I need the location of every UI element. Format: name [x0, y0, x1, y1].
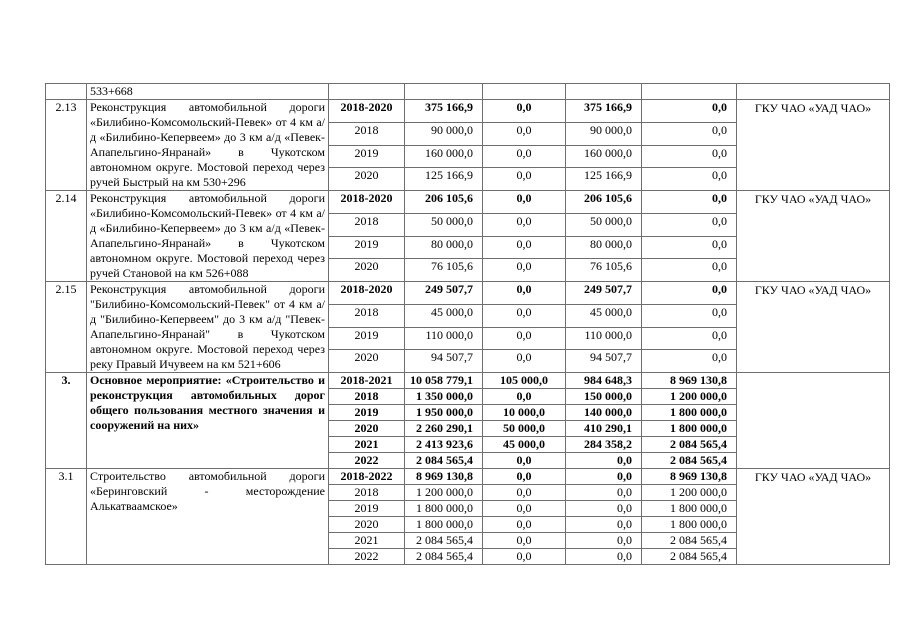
other-source-cell: 0,0 [642, 145, 737, 168]
period-cell: 2019 [329, 236, 405, 259]
federal-budget-cell: 0,0 [483, 100, 566, 123]
total-cell: 8 969 130,8 [405, 469, 483, 485]
other-source-cell: 0,0 [642, 122, 737, 145]
federal-budget-cell: 0,0 [483, 485, 566, 501]
period-cell: 2018-2022 [329, 469, 405, 485]
federal-budget-cell: 0,0 [483, 350, 566, 373]
row-number-cell [46, 84, 87, 100]
regional-budget-cell: 94 507,7 [566, 350, 642, 373]
total-cell: 125 166,9 [405, 168, 483, 191]
regional-budget-cell: 984 648,3 [566, 373, 642, 389]
total-cell: 2 260 290,1 [405, 421, 483, 437]
regional-budget-cell: 206 105,6 [566, 191, 642, 214]
regional-budget-cell: 249 507,7 [566, 282, 642, 305]
federal-budget-cell: 0,0 [483, 533, 566, 549]
total-cell: 2 084 565,4 [405, 453, 483, 469]
period-cell: 2018 [329, 304, 405, 327]
measure-name-cell: Основное мероприятие: «Строительство и реконструкция автомобильных дорог общего пользования местного значения и сооружений на них» [87, 373, 329, 469]
row-number-cell: 3. [46, 373, 87, 469]
other-source-cell: 0,0 [642, 236, 737, 259]
empty-cell [483, 84, 566, 100]
empty-cell [329, 84, 405, 100]
regional-budget-cell: 90 000,0 [566, 122, 642, 145]
total-cell: 1 200 000,0 [405, 485, 483, 501]
federal-budget-cell: 0,0 [483, 469, 566, 485]
regional-budget-cell: 110 000,0 [566, 327, 642, 350]
row-number-cell: 2.13 [46, 100, 87, 191]
empty-cell [642, 84, 737, 100]
period-cell: 2019 [329, 327, 405, 350]
program-table [45, 83, 890, 565]
regional-budget-cell: 150 000,0 [566, 389, 642, 405]
other-source-cell: 1 200 000,0 [642, 389, 737, 405]
regional-budget-cell: 76 105,6 [566, 259, 642, 282]
federal-budget-cell: 0,0 [483, 259, 566, 282]
other-source-cell: 0,0 [642, 100, 737, 123]
regional-budget-cell: 375 166,9 [566, 100, 642, 123]
other-source-cell: 0,0 [642, 327, 737, 350]
regional-budget-cell: 50 000,0 [566, 213, 642, 236]
regional-budget-cell: 140 000,0 [566, 405, 642, 421]
other-source-cell: 1 200 000,0 [642, 485, 737, 501]
period-cell: 2019 [329, 501, 405, 517]
other-source-cell: 0,0 [642, 213, 737, 236]
federal-budget-cell: 0,0 [483, 453, 566, 469]
period-cell: 2018 [329, 122, 405, 145]
period-cell: 2019 [329, 405, 405, 421]
total-cell: 1 800 000,0 [405, 517, 483, 533]
federal-budget-cell: 0,0 [483, 327, 566, 350]
regional-budget-cell: 0,0 [566, 501, 642, 517]
other-source-cell: 2 084 565,4 [642, 453, 737, 469]
row-number-cell: 2.15 [46, 282, 87, 373]
federal-budget-cell: 0,0 [483, 191, 566, 214]
period-cell: 2022 [329, 549, 405, 565]
period-cell: 2020 [329, 350, 405, 373]
table-body [46, 84, 890, 565]
federal-budget-cell: 0,0 [483, 122, 566, 145]
total-cell: 110 000,0 [405, 327, 483, 350]
other-source-cell: 2 084 565,4 [642, 533, 737, 549]
period-cell: 2018 [329, 389, 405, 405]
total-cell: 1 950 000,0 [405, 405, 483, 421]
responsible-cell: ГКУ ЧАО «УАД ЧАО» [737, 191, 890, 282]
regional-budget-cell: 0,0 [566, 517, 642, 533]
other-source-cell: 1 800 000,0 [642, 421, 737, 437]
total-cell: 1 800 000,0 [405, 501, 483, 517]
measure-row [46, 469, 890, 485]
other-source-cell: 2 084 565,4 [642, 437, 737, 453]
federal-budget-cell: 0,0 [483, 168, 566, 191]
regional-budget-cell: 80 000,0 [566, 236, 642, 259]
regional-budget-cell: 0,0 [566, 453, 642, 469]
federal-budget-cell: 0,0 [483, 389, 566, 405]
federal-budget-cell: 0,0 [483, 213, 566, 236]
responsible-cell: ГКУ ЧАО «УАД ЧАО» [737, 100, 890, 191]
total-cell: 249 507,7 [405, 282, 483, 305]
period-cell: 2022 [329, 453, 405, 469]
continuation-row [46, 84, 890, 100]
total-cell: 50 000,0 [405, 213, 483, 236]
regional-budget-cell: 125 166,9 [566, 168, 642, 191]
total-cell: 2 084 565,4 [405, 533, 483, 549]
regional-budget-cell: 45 000,0 [566, 304, 642, 327]
row-number-cell: 2.14 [46, 191, 87, 282]
other-source-cell: 0,0 [642, 304, 737, 327]
other-source-cell: 1 800 000,0 [642, 501, 737, 517]
other-source-cell: 2 084 565,4 [642, 549, 737, 565]
total-cell: 76 105,6 [405, 259, 483, 282]
total-cell: 375 166,9 [405, 100, 483, 123]
measure-name-cell: Реконструкция автомобильной дороги «Билибино-Комсомольский-Певек» от 4 км а/д «Билибино-Кепервеем» до 3 км а/д «Певек-Апапельгино-Янранай» в Чукотском автономном округе. Мостовой переход через ручей Становой на км 526+088 [87, 191, 329, 282]
total-cell: 206 105,6 [405, 191, 483, 214]
federal-budget-cell: 105 000,0 [483, 373, 566, 389]
period-cell: 2021 [329, 533, 405, 549]
empty-cell [566, 84, 642, 100]
regional-budget-cell: 284 358,2 [566, 437, 642, 453]
federal-budget-cell: 0,0 [483, 236, 566, 259]
measure-row [46, 373, 890, 389]
other-source-cell: 1 800 000,0 [642, 517, 737, 533]
measure-name-cell: Реконструкция автомобильной дороги «Билибино-Комсомольский-Певек» от 4 км а/д «Билибино-Кепервеем» до 3 км а/д «Певек-Апапельгино-Янранай» в Чукотском автономном округе. Мостовой переход через ручей Быстрый на км 530+296 [87, 100, 329, 191]
regional-budget-cell: 0,0 [566, 533, 642, 549]
measure-name-cell: Строительство автомобильной дороги «Беринговский - месторождение Алькатваамское» [87, 469, 329, 565]
federal-budget-cell: 0,0 [483, 517, 566, 533]
other-source-cell: 1 800 000,0 [642, 405, 737, 421]
total-cell: 2 413 923,6 [405, 437, 483, 453]
measure-row [46, 282, 890, 305]
total-cell: 94 507,7 [405, 350, 483, 373]
federal-budget-cell: 0,0 [483, 282, 566, 305]
total-cell: 10 058 779,1 [405, 373, 483, 389]
responsible-cell: ГКУ ЧАО «УАД ЧАО» [737, 282, 890, 373]
measure-name-cell: Реконструкция автомобильной дороги "Билибино-Комсомольский-Певек" от 4 км а/д "Билибино-Кепервеем" до 3 км а/д "Певек-Апапельгино-Янранай" в Чукотском автономном округе. Мостовой переход через реку Правый Ичувеем на км 521+606 [87, 282, 329, 373]
measure-name-cell: 533+668 [87, 84, 329, 100]
period-cell: 2018 [329, 485, 405, 501]
total-cell: 45 000,0 [405, 304, 483, 327]
period-cell: 2018 [329, 213, 405, 236]
measure-row [46, 100, 890, 123]
empty-cell [737, 84, 890, 100]
row-number-cell: 3.1 [46, 469, 87, 565]
other-source-cell: 0,0 [642, 191, 737, 214]
total-cell: 90 000,0 [405, 122, 483, 145]
total-cell: 2 084 565,4 [405, 549, 483, 565]
period-cell: 2018-2020 [329, 282, 405, 305]
period-cell: 2020 [329, 421, 405, 437]
other-source-cell: 0,0 [642, 350, 737, 373]
federal-budget-cell: 0,0 [483, 145, 566, 168]
period-cell: 2020 [329, 168, 405, 191]
measure-row [46, 191, 890, 214]
federal-budget-cell: 10 000,0 [483, 405, 566, 421]
period-cell: 2018-2020 [329, 191, 405, 214]
other-source-cell: 0,0 [642, 282, 737, 305]
other-source-cell: 8 969 130,8 [642, 469, 737, 485]
empty-cell [405, 84, 483, 100]
period-cell: 2018-2021 [329, 373, 405, 389]
total-cell: 160 000,0 [405, 145, 483, 168]
regional-budget-cell: 410 290,1 [566, 421, 642, 437]
total-cell: 80 000,0 [405, 236, 483, 259]
federal-budget-cell: 0,0 [483, 549, 566, 565]
responsible-cell: ГКУ ЧАО «УАД ЧАО» [737, 469, 890, 565]
federal-budget-cell: 45 000,0 [483, 437, 566, 453]
responsible-cell [737, 373, 890, 469]
federal-budget-cell: 50 000,0 [483, 421, 566, 437]
other-source-cell: 0,0 [642, 259, 737, 282]
period-cell: 2019 [329, 145, 405, 168]
federal-budget-cell: 0,0 [483, 501, 566, 517]
other-source-cell: 8 969 130,8 [642, 373, 737, 389]
period-cell: 2020 [329, 259, 405, 282]
other-source-cell: 0,0 [642, 168, 737, 191]
regional-budget-cell: 0,0 [566, 485, 642, 501]
regional-budget-cell: 160 000,0 [566, 145, 642, 168]
regional-budget-cell: 0,0 [566, 549, 642, 565]
period-cell: 2021 [329, 437, 405, 453]
period-cell: 2018-2020 [329, 100, 405, 123]
period-cell: 2020 [329, 517, 405, 533]
total-cell: 1 350 000,0 [405, 389, 483, 405]
regional-budget-cell: 0,0 [566, 469, 642, 485]
federal-budget-cell: 0,0 [483, 304, 566, 327]
